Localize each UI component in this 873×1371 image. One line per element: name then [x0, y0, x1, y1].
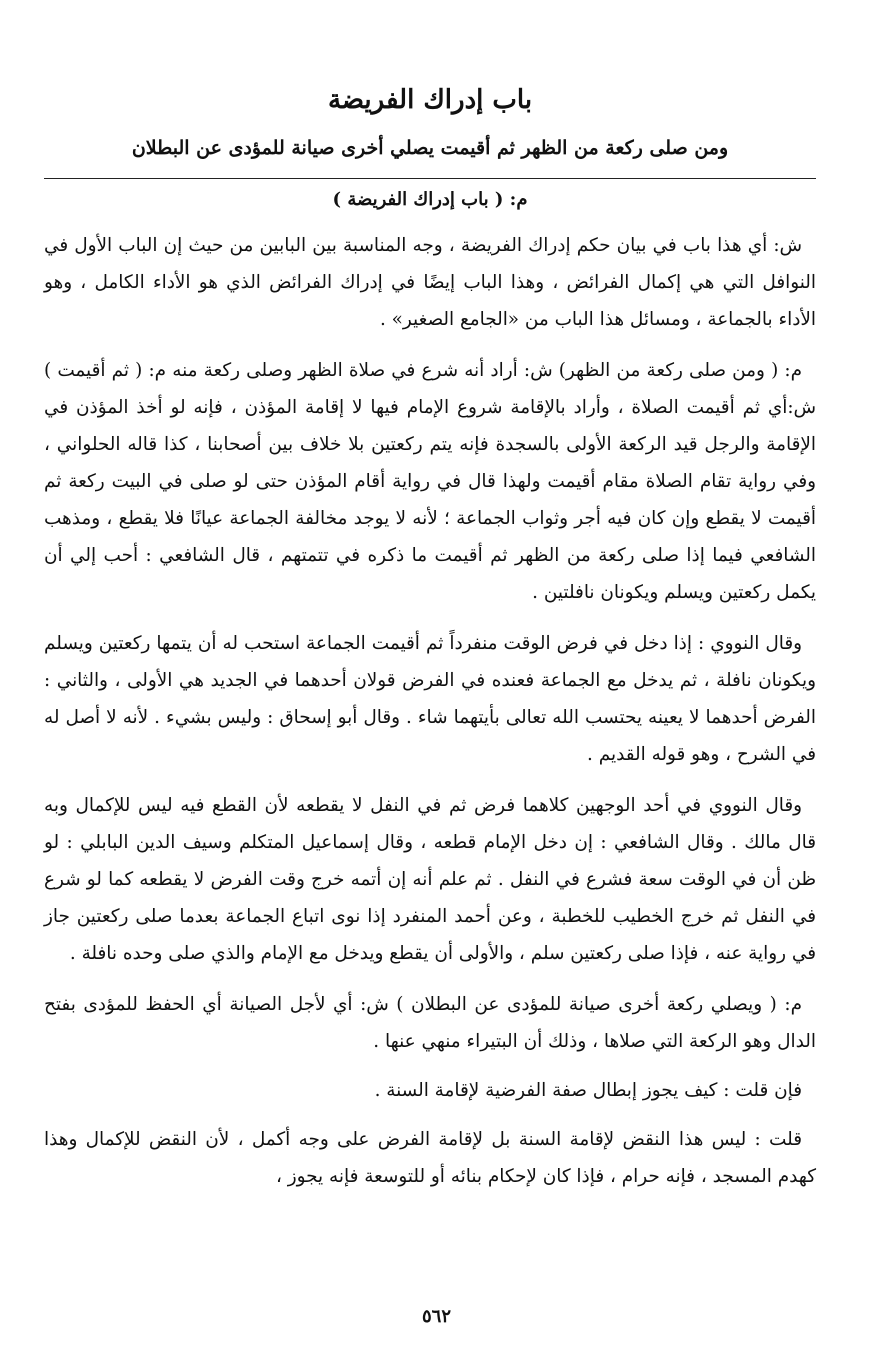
paragraph-answer: قلت : ليس هذا النقض لإقامة السنة بل لإقامة الفرض على وجه أكمل ، لأن النقض للإكمال وهذا كهدم المسجد ، فإنه حرام ، فإذا كان لإحكام بنائه أو للتوسعة فإنه يجوز ،	[44, 1129, 816, 1187]
paragraph-question: فإن قلت : كيف يجوز إبطال صفة الفرضية لإقامة السنة .	[374, 1080, 802, 1101]
page-number: ٥٦٢	[421, 1306, 451, 1327]
paragraph-siyana: م: ( ويصلي ركعة أخرى صيانة للمؤدى عن البطلان ) ش: أي لأجل الصيانة أي الحفظ للمؤدى بفتح الدال وهو الركعة التي صلاها ، وذلك أن البتيراء منهي عنها .	[44, 994, 816, 1052]
paragraph-nawawi-2: وقال النووي في أحد الوجهين كلاهما فرض ثم في النفل لا يقطعه لأن القطع فيه ليس للإكمال وبه قال مالك . وقال الشافعي : إن دخل الإمام قطعه ، وقال إسماعيل المتكلم وسيف الدين البابلي : لو ظن أن في الوقت سعة فشرع في النفل . ثم علم أنه إن أتمه خرج وقت الفرض لا يقطعه كما لو شرع في النفل ثم خرج الخطيب للخطبة ، وعن أحمد المنفرد إذا نوى اتباع الجماعة بعدما صلى ركعتين جاز في رواية عنه ، فإذا صلى ركعتين سلم ، والأولى أن يقطع ويدخل مع الإمام والذي صلى وحده نافلة .	[44, 795, 816, 964]
chapter-title: باب إدراك الفريضة	[327, 85, 533, 115]
paragraph-nawawi-1: وقال النووي : إذا دخل في فرض الوقت منفرداً ثم أقيمت الجماعة استحب له أن يتمها ركعتين ويسلم ويكونان نافلة ، ثم يدخل مع الجماعة فعنده في الفرض قولان أحدهما في الجديد هي الأولى ، والثاني : الفرض أحدهما لا يعينه يحتسب الله تعالى بأيتهما شاء . وقال أبو إسحاق : وليس بشيء . لأنه لا أصل له في الشرح ، وهو قوله القديم .	[44, 633, 816, 765]
paragraph-rakah: م: ( ومن صلى ركعة من الظهر) ش: أراد أنه شرع في صلاة الظهر وصلى ركعة منه م: ( ثم أقيمت ) ش:أي ثم أقيمت الصلاة ، وأراد بالإقامة شروع الإمام فيها لا إقامة المؤذن ، فإنه لو أخذ المؤذن في الإقامة والرجل قيد الركعة الأولى بالسجدة فإنه يتم ركعتين بلا خلاف بين أصحابنا ، كذا قاله الحلواني ، وفي رواية تقام الصلاة مقام أقيمت ولهذا قال في رواية أقام المؤذن حتى لو صلى في البيت ركعة ثم أقيمت لا يقطع وإن كان فيه أجر وثواب الجماعة ؛ لأنه لا يوجد مخالفة الجماعة عيانًا فلا يقطع ، ومذهب الشافعي فيما إذا صلى ركعة من الظهر ثم أقيمت ما ذكره في تتمتهم ، قال الشافعي : أحب إلي أن يكمل ركعتين ويسلم ويكونان نافلتين .	[44, 360, 816, 603]
chapter-subtitle: ومن صلى ركعة من الظهر ثم أقيمت يصلي أخرى صيانة للمؤدى عن البطلان	[131, 137, 729, 159]
header-divider	[44, 178, 816, 179]
page-content	[44, 80, 816, 1207]
matn-heading: م: ( باب إدراك الفريضة )	[332, 189, 528, 210]
paragraph-intro: ش: أي هذا باب في بيان حكم إدراك الفريضة ، وجه المناسبة بين البابين من حيث إن الباب الأول في النوافل التي هي إكمال الفرائض ، وهذا الباب إيضًا في إدراك الفرائض الذي هو الأداء الكامل ، وهو الأداء بالجماعة ، ومسائل هذا الباب من «الجامع الصغير» .	[44, 235, 816, 330]
